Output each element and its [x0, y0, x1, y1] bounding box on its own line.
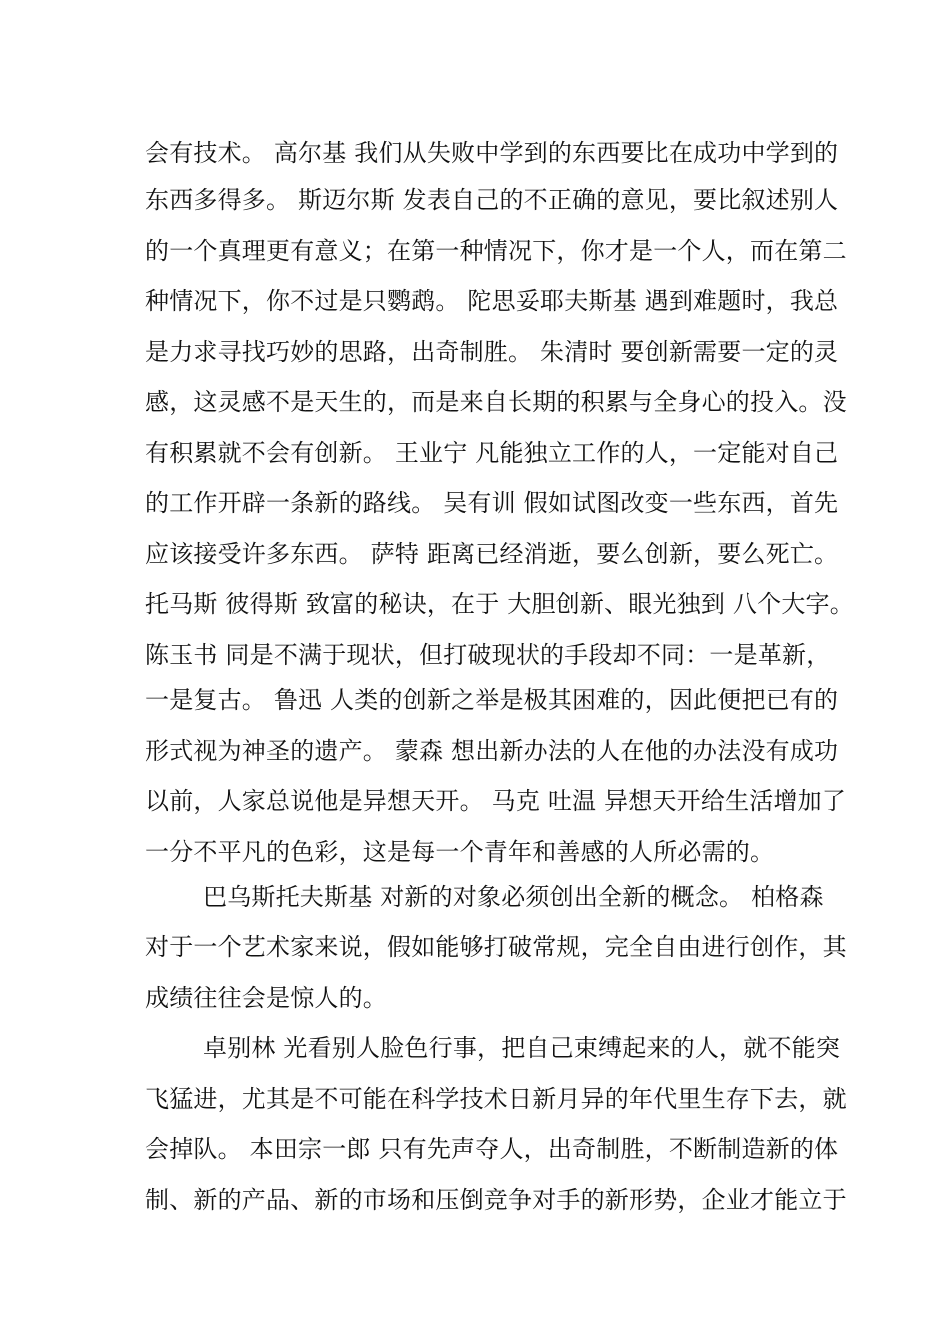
- text-line: 应该接受许多东西。 萨特 距离已经消逝，要么创新，要么死亡。: [145, 540, 839, 568]
- text-line: 巴乌斯托夫斯基 对新的对象必须创出全新的概念。 柏格森: [203, 883, 824, 911]
- text-line: 对于一个艺术家来说，假如能够打破常规，完全自由进行创作，其: [145, 933, 847, 961]
- text-line: 飞猛进，尤其是不可能在科学技术日新月异的年代里生存下去，就: [145, 1085, 847, 1113]
- text-line: 制、新的产品、新的市场和压倒竞争对手的新形势，企业才能立于: [145, 1186, 847, 1214]
- text-line: 的一个真理更有意义；在第一种情况下，你才是一个人，而在第二: [145, 237, 847, 265]
- text-line: 感，这灵感不是天生的，而是来自长期的积累与全身心的投入。没: [145, 388, 847, 416]
- text-line: 陈玉书 同是不满于现状，但打破现状的手段却不同：一是革新，: [145, 641, 831, 669]
- text-line: 会有技术。 高尔基 我们从失败中学到的东西要比在成功中学到的: [145, 139, 839, 167]
- text-line: 成绩往往会是惊人的。: [145, 984, 387, 1012]
- text-line: 会掉队。 本田宗一郎 只有先声夺人，出奇制胜，不断制造新的体: [145, 1135, 839, 1163]
- text-line: 一是复古。 鲁迅 人类的创新之举是极其困难的，因此便把已有的: [145, 686, 839, 714]
- text-line: 种情况下，你不过是只鹦鹉。 陀思妥耶夫斯基 遇到难题时，我总: [145, 287, 839, 315]
- text-line: 托马斯 彼得斯 致富的秘诀，在于 大胆创新、眼光独到 八个大字。: [145, 590, 854, 618]
- text-line: 是力求寻找巧妙的思路，出奇制胜。 朱清时 要创新需要一定的灵: [145, 338, 839, 366]
- text-line: 的工作开辟一条新的路线。 吴有训 假如试图改变一些东西，首先: [145, 489, 839, 517]
- text-line: 卓别林 光看别人脸色行事，把自己束缚起来的人，就不能突: [203, 1034, 841, 1062]
- text-line: 一分不平凡的色彩，这是每一个青年和善感的人所必需的。: [145, 838, 775, 866]
- text-line: 东西多得多。 斯迈尔斯 发表自己的不正确的意见，要比叙述别人: [145, 186, 839, 214]
- text-line: 有积累就不会有创新。 王业宁 凡能独立工作的人，一定能对自己: [145, 439, 839, 467]
- text-line: 以前，人家总说他是异想天开。 马克 吐温 异想天开给生活增加了: [145, 787, 847, 815]
- text-line: 形式视为神圣的遗产。 蒙森 想出新办法的人在他的办法没有成功: [145, 737, 839, 765]
